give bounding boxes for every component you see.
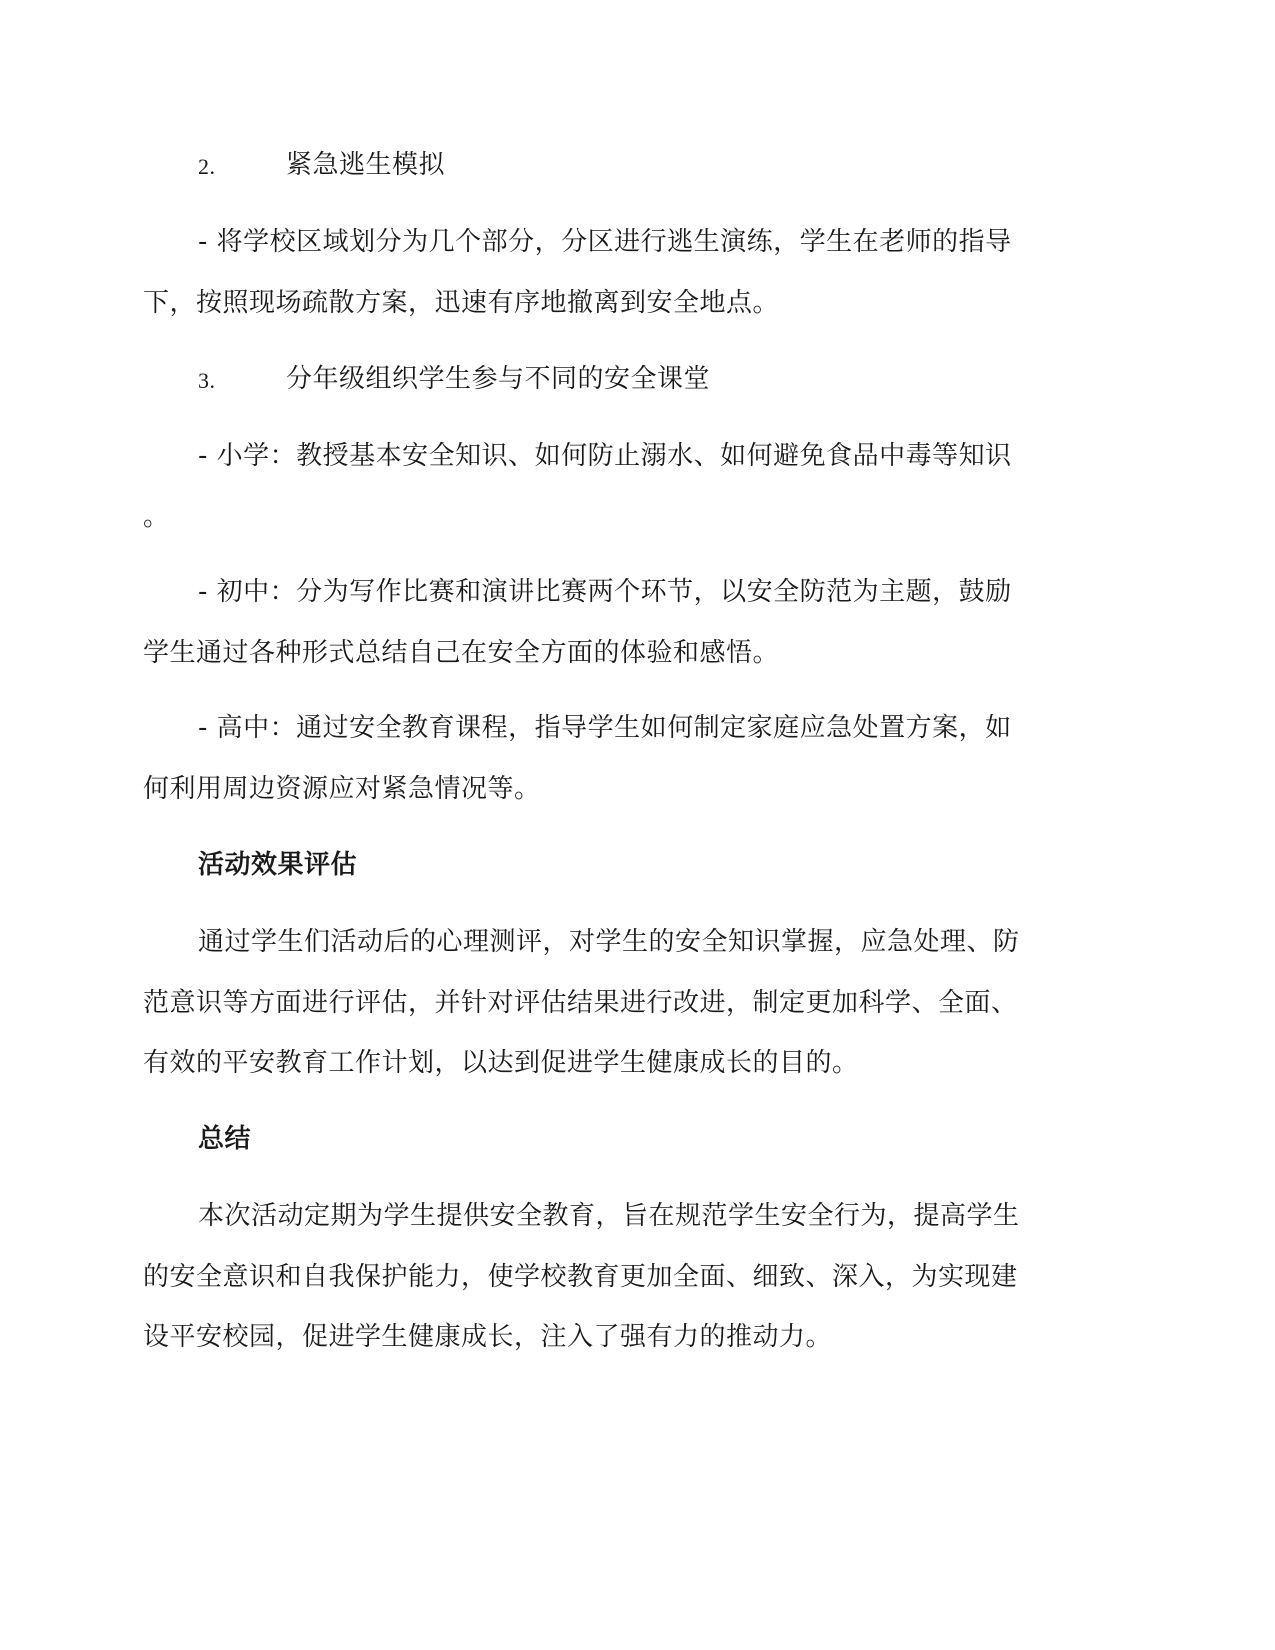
paragraph-line: - 将学校区域划分为几个部分，分区进行逃生演练，学生在老师的指导	[198, 227, 1012, 257]
list-item-title: 分年级组织学生参与不同的安全课堂	[286, 364, 711, 394]
paragraph-line: - 初中：分为写作比赛和演讲比赛两个环节，以安全防范为主题，鼓励	[198, 577, 1012, 607]
paragraph-line: 通过学生们活动后的心理测评，对学生的安全知识掌握，应急处理、防	[198, 927, 1020, 957]
paragraph-line: 学生通过各种形式总结自己在安全方面的体验和感悟。	[143, 638, 780, 668]
section-heading: 总结	[198, 1124, 252, 1154]
paragraph-line: 的安全意识和自我保护能力，使学校教育更加全面、细致、深入，为实现建	[143, 1262, 1018, 1292]
list-item-number: 3.	[198, 368, 216, 393]
paragraph-line: 范意识等方面进行评估，并针对评估结果进行改进，制定更加科学、全面、	[143, 988, 1018, 1018]
paragraph-line: 下，按照现场疏散方案，迅速有序地撤离到安全地点。	[143, 288, 780, 318]
paragraph-line: - 高中：通过安全教育课程，指导学生如何制定家庭应急处置方案，如	[198, 713, 1012, 743]
paragraph-line: 设平安校园，促进学生健康成长，注入了强有力的推动力。	[143, 1322, 833, 1352]
paragraph-line: 有效的平安教育工作计划，以达到促进学生健康成长的目的。	[143, 1048, 859, 1078]
list-item-title: 紧急逃生模拟	[286, 150, 446, 180]
paragraph-line: 何利用周边资源应对紧急情况等。	[143, 774, 541, 804]
section-heading: 活动效果评估	[198, 850, 358, 880]
paragraph-line: 本次活动定期为学生提供安全教育，旨在规范学生安全行为，提高学生	[198, 1201, 1020, 1231]
paragraph-line: - 小学：教授基本安全知识、如何防止溺水、如何避免食品中毒等知识	[198, 441, 1012, 471]
list-item-number: 2.	[198, 154, 216, 179]
paragraph-line: 。	[143, 502, 170, 532]
